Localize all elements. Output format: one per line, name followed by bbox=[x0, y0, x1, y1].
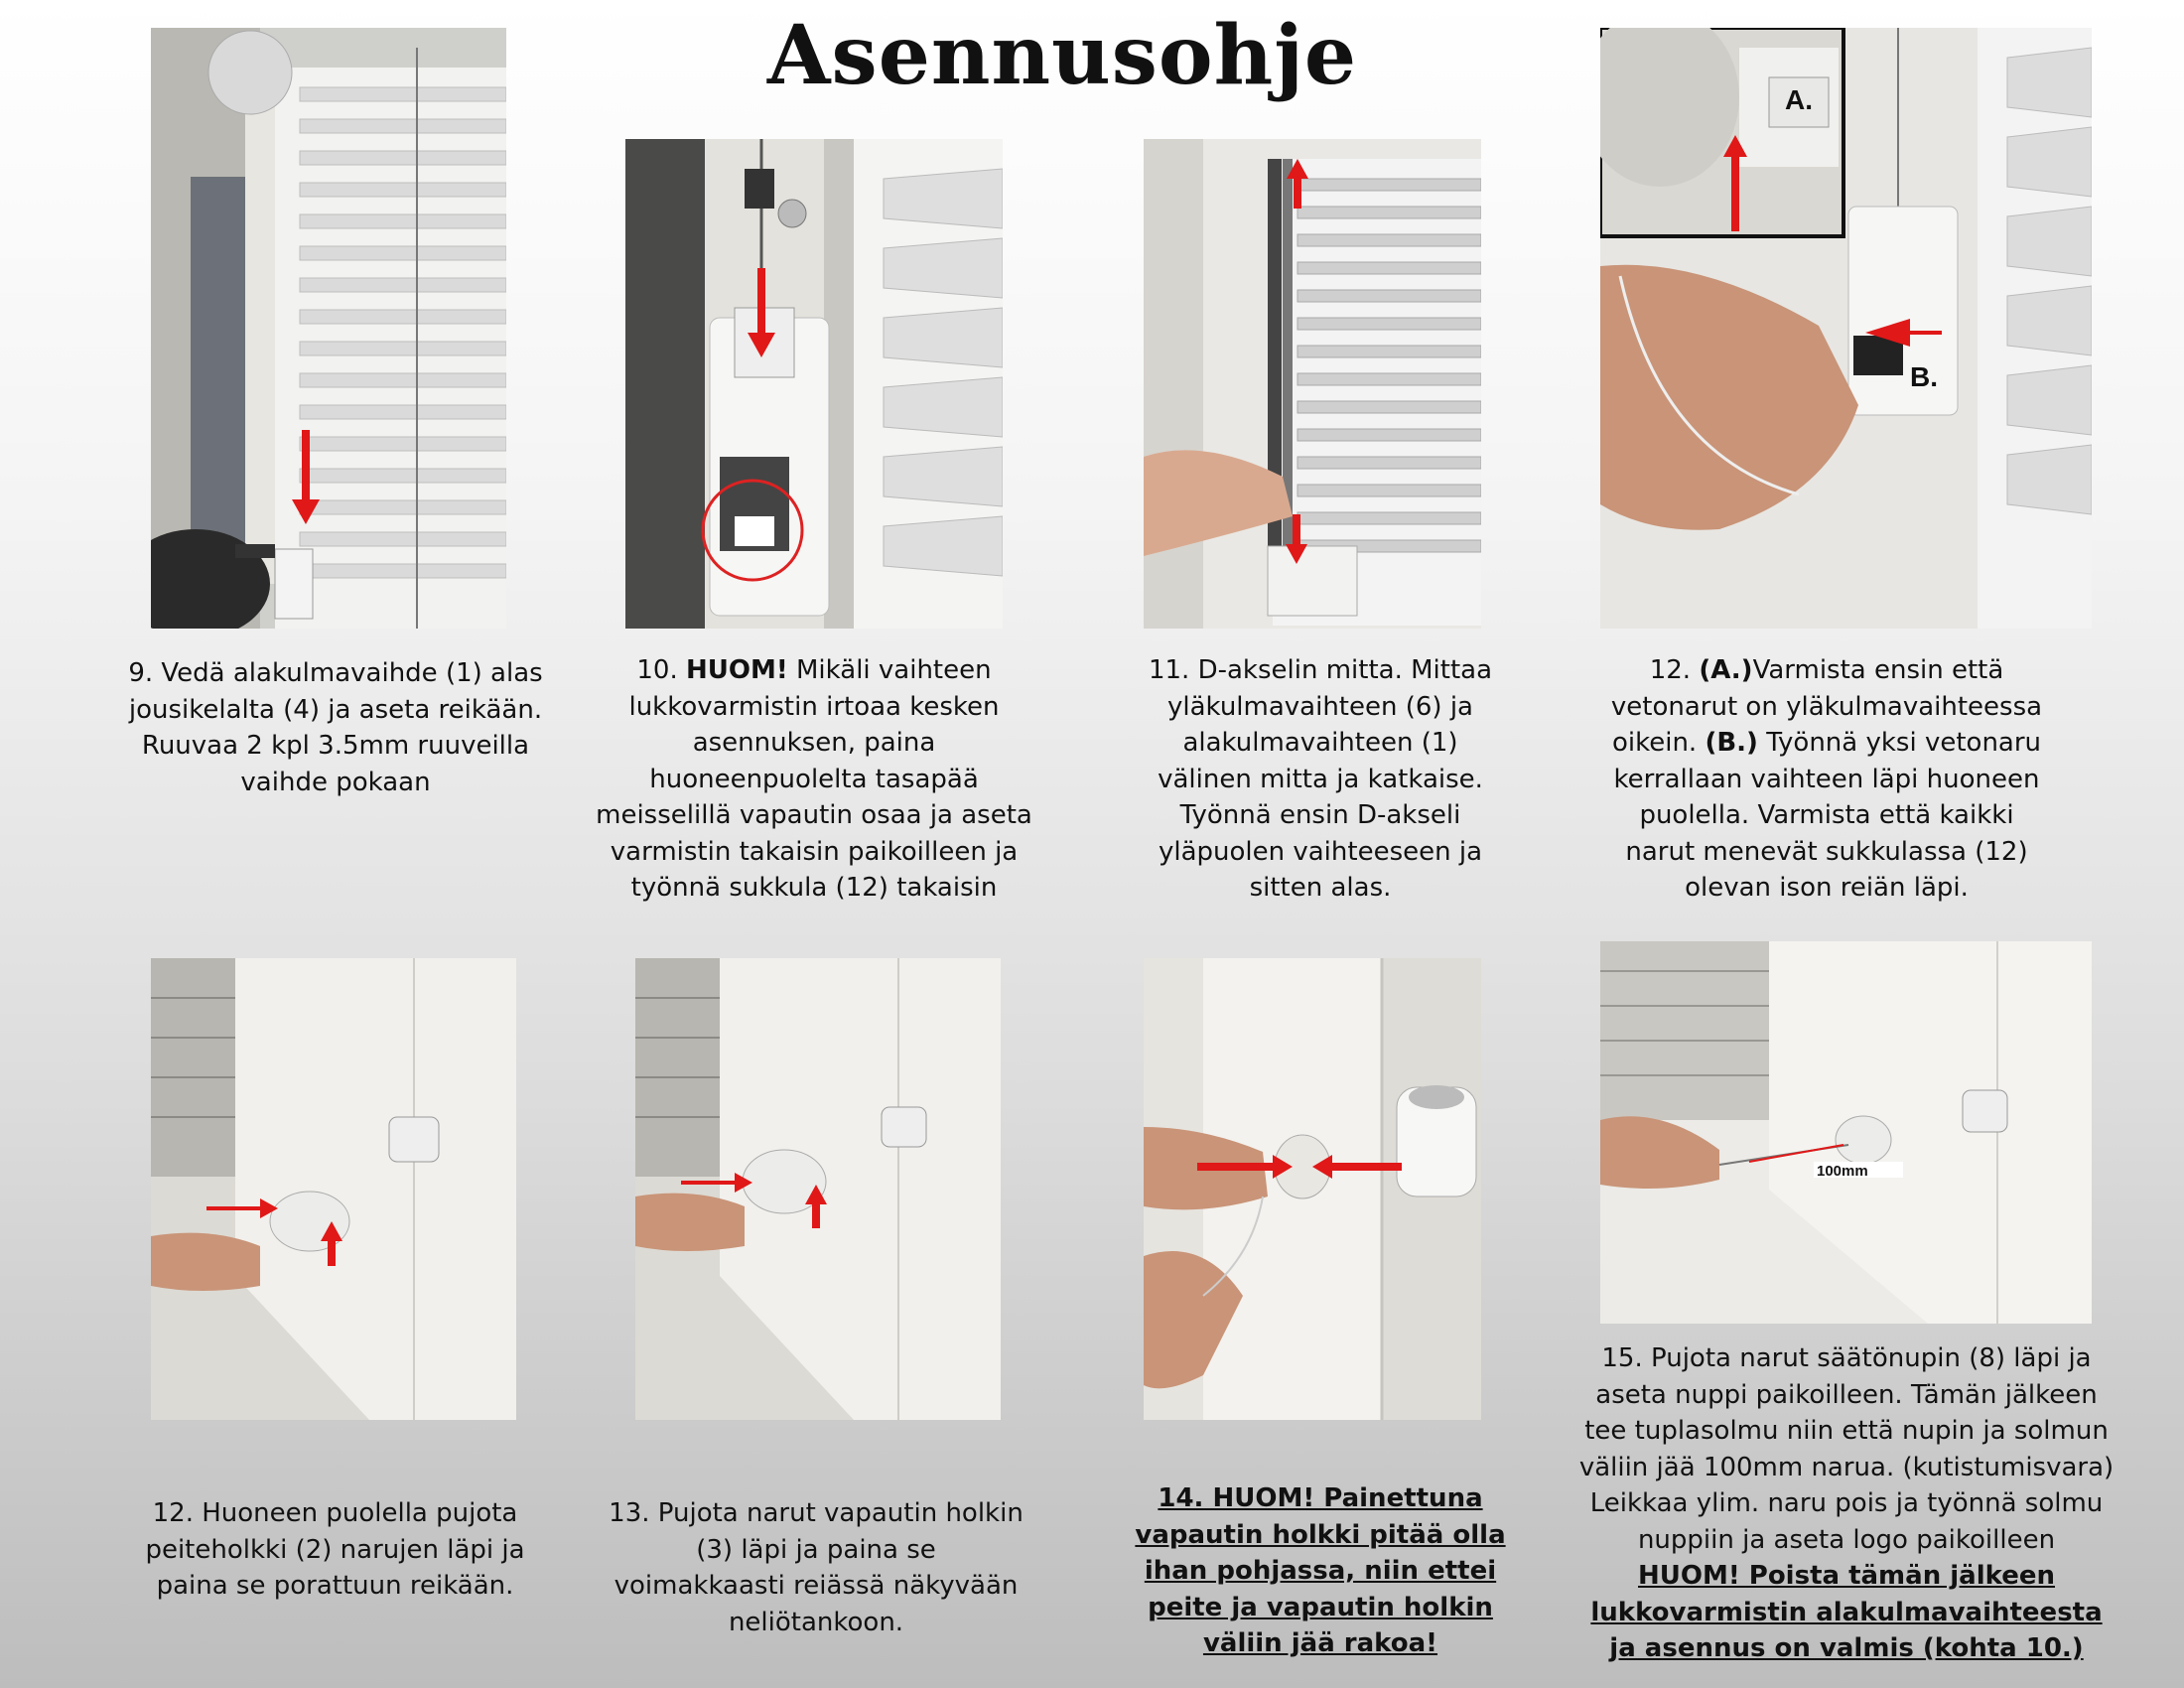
caption-step-15-bold: HUOM! Poista tämän jälkeen lukkovarmistin alakulmavaihteesta ja asennus on valmis (kohta 10.) bbox=[1590, 1561, 2103, 1663]
caption-step-10-num: 10. bbox=[636, 655, 678, 685]
measure-label: 100mm bbox=[1817, 1163, 1868, 1180]
caption-step-14 bbox=[1107, 1480, 1534, 1662]
caption-step-13-text: 13. Pujota narut vapautin holkin (3) läpi ja paina se voimakkaasti reiässä näkyvään neliötankoon. bbox=[609, 1498, 1024, 1637]
caption-step-10 bbox=[596, 652, 1032, 907]
caption-step-12a-num: 12. bbox=[1649, 655, 1692, 685]
caption-step-12a-bold-b: (B.) bbox=[1705, 728, 1758, 758]
caption-step-15 bbox=[1578, 1340, 2115, 1667]
label-b: B. bbox=[1910, 361, 1938, 392]
caption-step-9 bbox=[127, 655, 544, 800]
caption-step-12a-bold-a: (A.) bbox=[1699, 655, 1753, 685]
caption-step-9-text: 9. Vedä alakulmavaihde (1) alas jousikelalta (4) ja aseta reikään. Ruuvaa 2 kpl 3.5mm ruuveilla vaihde pokaan bbox=[128, 658, 543, 797]
photo-step-15 bbox=[1600, 941, 2092, 1324]
photo-step-14 bbox=[1144, 958, 1481, 1420]
caption-step-11-text: 11. D-akselin mitta. Mittaa yläkulmavaihteen (6) ja alakulmavaihteen (1) välinen mitta ja katkaise. Työnnä ensin D-akseli yläpuolen vaihteeseen ja sitten alas. bbox=[1148, 655, 1493, 903]
photo-step-12a bbox=[1600, 28, 2092, 629]
page-title: Asennusohje bbox=[766, 8, 1358, 103]
photo-step-12b bbox=[151, 958, 516, 1420]
caption-step-12b bbox=[139, 1495, 531, 1605]
caption-step-12b-text: 12. Huoneen puolella pujota peiteholkki (2) narujen läpi ja paina se porattuun reikään. bbox=[145, 1498, 525, 1601]
photo-step-11 bbox=[1144, 139, 1481, 629]
caption-step-10-bold: HUOM! bbox=[686, 655, 788, 685]
label-a: A. bbox=[1785, 84, 1813, 115]
photo-step-13 bbox=[635, 958, 1001, 1420]
photo-step-10 bbox=[625, 139, 1003, 629]
caption-step-15-text: 15. Pujota narut säätönupin (8) läpi ja aseta nuppi paikoilleen. Tämän jälkeen tee tuplasolmu niin että nupin ja solmun väliin jää 100mm narua. (kutistumisvara) Leikkaa ylim. naru pois ja työnnä solmu nuppiin ja aseta logo paikoilleen bbox=[1578, 1343, 2115, 1555]
photo-step-9 bbox=[151, 28, 506, 629]
caption-step-12a-text-a: Varmista ensin että vetonarut on yläkulmavaihteessa oikein. bbox=[1610, 655, 2043, 758]
caption-step-14-text: 14. HUOM! Painettuna vapautin holkki pitää olla ihan pohjassa, niin ettei peite ja vapautin holkin väliin jää rakoa! bbox=[1135, 1483, 1506, 1658]
caption-step-11 bbox=[1132, 652, 1509, 907]
caption-step-10-text: Mikäli vaihteen lukkovarmistin irtoaa kesken asennuksen, paina huoneenpuolelta tasapää meisselillä vapautin osaa ja aseta varmistin takaisin paikoilleen ja työnnä sukkula (12) takaisin bbox=[596, 655, 1032, 903]
caption-step-12a-text-b: Työnnä yksi vetonaru kerrallaan vaihteen läpi huoneen puolella. Varmista että kaikki narut menevät sukkulassa (12) olevan ison reiän läpi. bbox=[1613, 728, 2042, 903]
caption-step-12a bbox=[1608, 652, 2045, 907]
caption-step-13 bbox=[608, 1495, 1024, 1640]
